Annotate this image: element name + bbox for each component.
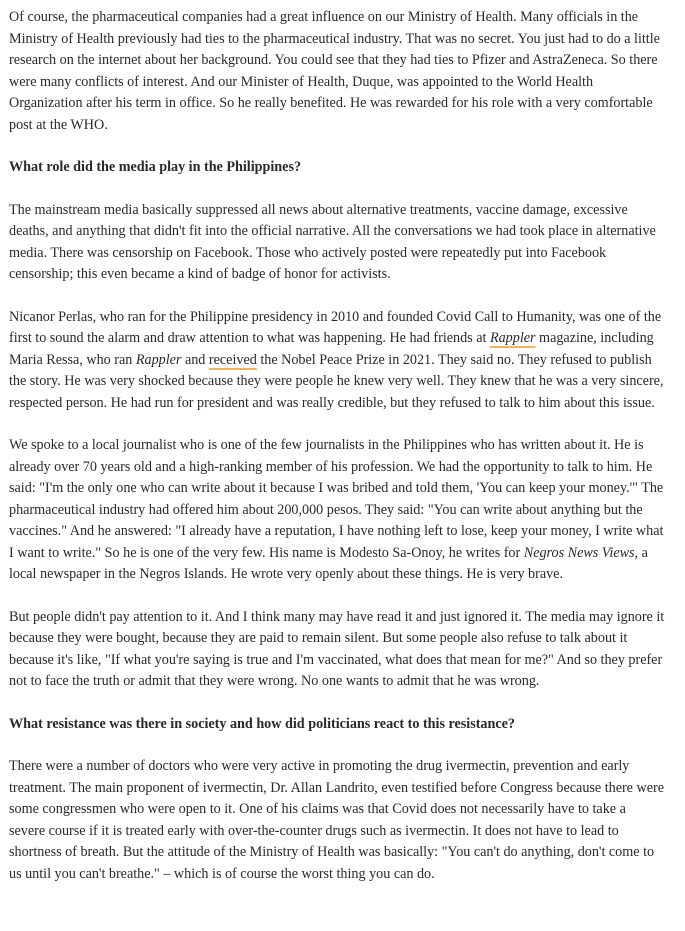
- question-heading-media: What role did the media play in the Philippines?: [9, 159, 302, 175]
- paragraph-pharma-influence: Of course, the pharmaceutical companies had a great influence on our Ministry of Health. Many officials in the Ministry of Health previously had ties to the pharmaceutical industry. That was no secret. You just had to do a little research on the internet about her background. You could see that they had ties to Pfizer and AstraZeneca. So there were many conflicts of interest. And our Minister of Health, Duque, was appointed to the World Health Organization after his term in office. So he really benefited. He was rewarded for his role with a very comfortable post at the WHO.: [9, 9, 660, 133]
- text-segment: magazine, including Maria Ressa, who ran: [9, 330, 654, 368]
- paragraph-nicanor-perlas: [9, 307, 665, 415]
- received-link[interactable]: received: [208, 351, 257, 368]
- text-segment: Nicanor Perlas, who ran for the Philippine presidency in 2010 and founded Covid Call to Humanity, was one of the first to sound the alarm and draw attention to what was happening. He had friends at: [9, 308, 662, 346]
- paragraph-local-journalist: [9, 435, 665, 586]
- question-heading-resistance: What resistance was there in society and how did politicians react to this resistance?: [9, 715, 515, 732]
- rappler-link[interactable]: Rappler: [489, 330, 536, 346]
- text-segment: the Nobel Peace Prize in 2021. They said no. They refused to publish the story. He was very shocked because they were people he knew very well. They knew that he was a very sincere, respected person. He had run for president and was really credible, but they refused to talk to him about this issue.: [9, 351, 664, 411]
- rappler-italic: Rappler: [135, 351, 182, 368]
- text-segment: We spoke to a local journalist who is one of the few journalists in the Philippines who has written about it. He is already over 70 years old and a high-ranking member of his profession. We had the opportunity to talk to him. He said: "I'm the only one who can write about it because I was bribed and told them, 'You can keep your money.'" The pharmaceutical industry had offered him about 200,000 pesos. They said: "You can write about anything but the vaccines." And he answered: "I already have a reputation, I have nothing left to lose, keep your money, I write what I want to write." So he is one of the very few. His name is Modesto Sa-Onoy, he writes for: [9, 437, 664, 561]
- paragraph-people-ignored: But people didn't pay attention to it. And I think many may have read it and just ignored it. The media may ignore it because they were bought, because they are paid to remain silent. But some people also refuse to talk about it because it's like, "If what you're saying is true and I'm vaccinated, what does that mean for me?" And so they prefer not to face the truth or admit that they were wrong. No one wants to admit that he was wrong.: [9, 608, 665, 689]
- newspaper-name: Negros News Views: [523, 544, 635, 561]
- paragraph-media-suppression: The mainstream media basically suppressed all news about alternative treatments, vaccine damage, excessive deaths, and anything that didn't fit into the official narrative. All the conversations we had took place in alternative media. There was censorship on Facebook. Those who actively posted were repeatedly put into Facebook censorship; this even became a kind of badge of honor for activists.: [9, 201, 656, 282]
- text-segment: , a local newspaper in the Negros Islands. He wrote very openly about these things. He is very brave.: [9, 544, 648, 582]
- paragraph-doctors-ivermectin: There were a number of doctors who were very active in promoting the drug ivermectin, prevention and early treatment. The main proponent of ivermectin, Dr. Allan Landrito, even testified before Congress because there were some congressmen who were open to it. One of his claims was that Covid does not necessarily have to take a severe course if it is treated early with over-the-counter drugs such as ivermectin. It does not have to lead to shortness of breath. But the attitude of the Ministry of Health was basically: "You can't do anything, don't come to us until you can't breathe." – which is of course the worst thing you can do.: [9, 758, 664, 882]
- text-segment: and: [181, 351, 209, 368]
